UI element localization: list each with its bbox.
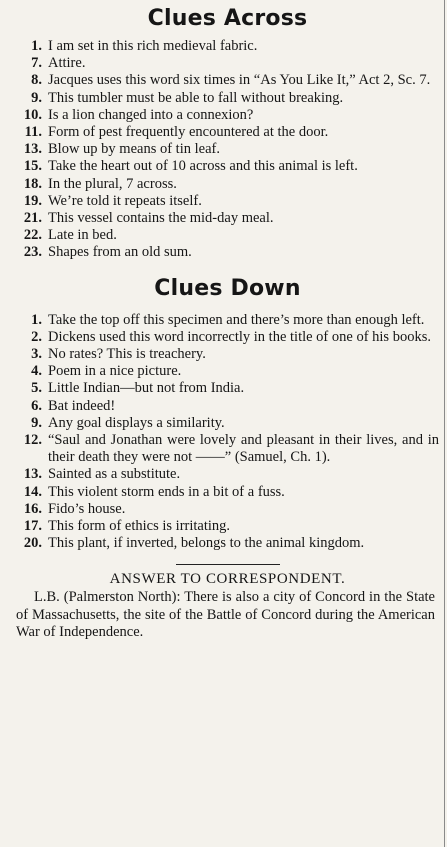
clue-number: 15.: [23, 158, 42, 175]
clue-text: We’re told it repeats itself.: [48, 192, 202, 209]
clue-text: This form of ethics is irritating.: [48, 518, 231, 535]
clue-number: 19.: [23, 192, 42, 209]
clue-number: 4.: [31, 363, 42, 380]
clue-text: Any goal displays a similarity.: [48, 414, 225, 431]
clue-number: 13.: [23, 466, 42, 483]
clue-text: Attire.: [48, 55, 86, 72]
clue-number: 16.: [23, 500, 42, 517]
clue-number: 2.: [31, 328, 42, 345]
clue-text: I am set in this rich medieval fabric.: [48, 38, 258, 54]
clue-across-item: [16, 176, 439, 193]
clue-text: Jacques uses this word six times in “As You Like It,” Act 2, Sc. 7.: [48, 72, 431, 89]
clue-text: In the plural, 7 across.: [48, 175, 177, 192]
clue-across-item: [16, 227, 439, 244]
clue-number: 21.: [23, 210, 42, 227]
clue-text: This vessel contains the mid-day meal.: [48, 210, 274, 227]
clue-text: Take the top off this specimen and there’s more than enough left.: [48, 311, 425, 328]
clue-across-item: [16, 124, 439, 141]
clue-down-item: [16, 415, 439, 432]
clue-text: Dickens used this word incorrectly in the title of one of his books.: [48, 328, 431, 345]
clue-text: Fido’s house.: [48, 500, 126, 517]
clue-number: 22.: [23, 227, 42, 244]
clue-number: 3.: [31, 346, 42, 363]
clue-number: 7.: [31, 55, 42, 72]
clue-across-item: [16, 193, 439, 210]
clue-down-item: [16, 346, 439, 363]
answer-heading: ANSWER TO CORRESPONDENT.: [109, 571, 346, 588]
clues-across-heading: Clues Across: [147, 6, 308, 31]
clue-number: 23.: [23, 244, 42, 261]
clue-number: 1.: [31, 311, 42, 328]
clue-down-item: [16, 398, 439, 415]
clue-across-item: [16, 90, 439, 107]
clue-number: 18.: [23, 175, 42, 192]
clue-number: 20.: [23, 535, 42, 552]
clue-down-item: [16, 466, 439, 483]
clue-number: 1.: [31, 38, 42, 54]
clue-number: 17.: [23, 518, 42, 535]
clues-down-list: [16, 312, 439, 553]
clue-text: Sainted as a substitute.: [48, 466, 181, 483]
clue-down-item: [16, 329, 439, 346]
clue-text: Form of pest frequently encountered at the door.: [48, 124, 329, 141]
clue-number: 5.: [31, 380, 42, 397]
clue-text: This plant, if inverted, belongs to the animal kingdom.: [48, 535, 365, 552]
clue-number: 11.: [24, 124, 42, 141]
clue-across-item: [16, 244, 439, 261]
clue-number: 9.: [31, 414, 42, 431]
clue-number: 14.: [23, 483, 42, 500]
clue-down-item: [16, 380, 439, 397]
clue-text: This violent storm ends in a bit of a fuss.: [48, 483, 285, 500]
clue-across-item: [16, 38, 439, 55]
clue-text: No rates? This is treachery.: [48, 346, 206, 363]
clue-across-item: [16, 107, 439, 124]
clue-down-item: [16, 363, 439, 380]
column-rule: [444, 0, 445, 847]
clue-text: Is a lion changed into a connexion?: [48, 106, 254, 123]
clue-number: 6.: [31, 397, 42, 414]
clue-across-item: [16, 141, 439, 158]
clue-text: Little Indian—but not from India.: [48, 380, 245, 397]
clue-number: 10.: [23, 106, 42, 123]
clue-down-item: [16, 518, 439, 535]
clue-text: Shapes from an old sum.: [48, 244, 192, 261]
clue-number: 9.: [31, 89, 42, 106]
clue-text: Bat indeed!: [48, 397, 116, 414]
clue-across-item: [16, 55, 439, 72]
clues-down-heading: Clues Down: [154, 275, 301, 301]
clue-text: Take the heart out of 10 across and this animal is left.: [48, 158, 358, 175]
clue-number: 12.: [23, 432, 42, 449]
clues-across-list: [16, 38, 439, 262]
clue-number: 8.: [31, 72, 42, 89]
answer-paragraph: L.B. (Palmerston North): There is also a city of Concord in the State of Massachusetts, the site of the Battle of Concord during the American War of Independence.: [16, 589, 435, 640]
clue-down-item: [16, 535, 439, 552]
clue-across-item: [16, 72, 439, 89]
section-divider: [176, 564, 280, 565]
clue-down-item: [16, 432, 439, 466]
clue-text: Blow up by means of tin leaf.: [48, 141, 220, 158]
clue-number: 13.: [23, 141, 42, 158]
clue-across-item: [16, 158, 439, 175]
clue-down-item: [16, 484, 439, 501]
clue-text: “Saul and Jonathan were lovely and pleasant in their lives, and in their death they were not ——” (Samuel, Ch. 1).: [48, 432, 439, 466]
clue-text: This tumbler must be able to fall without breaking.: [48, 89, 344, 106]
clue-down-item: [16, 501, 439, 518]
clue-text: Late in bed.: [48, 227, 117, 244]
clue-down-item: [16, 312, 439, 329]
clue-across-item: [16, 210, 439, 227]
clue-text: Poem in a nice picture.: [48, 363, 182, 380]
